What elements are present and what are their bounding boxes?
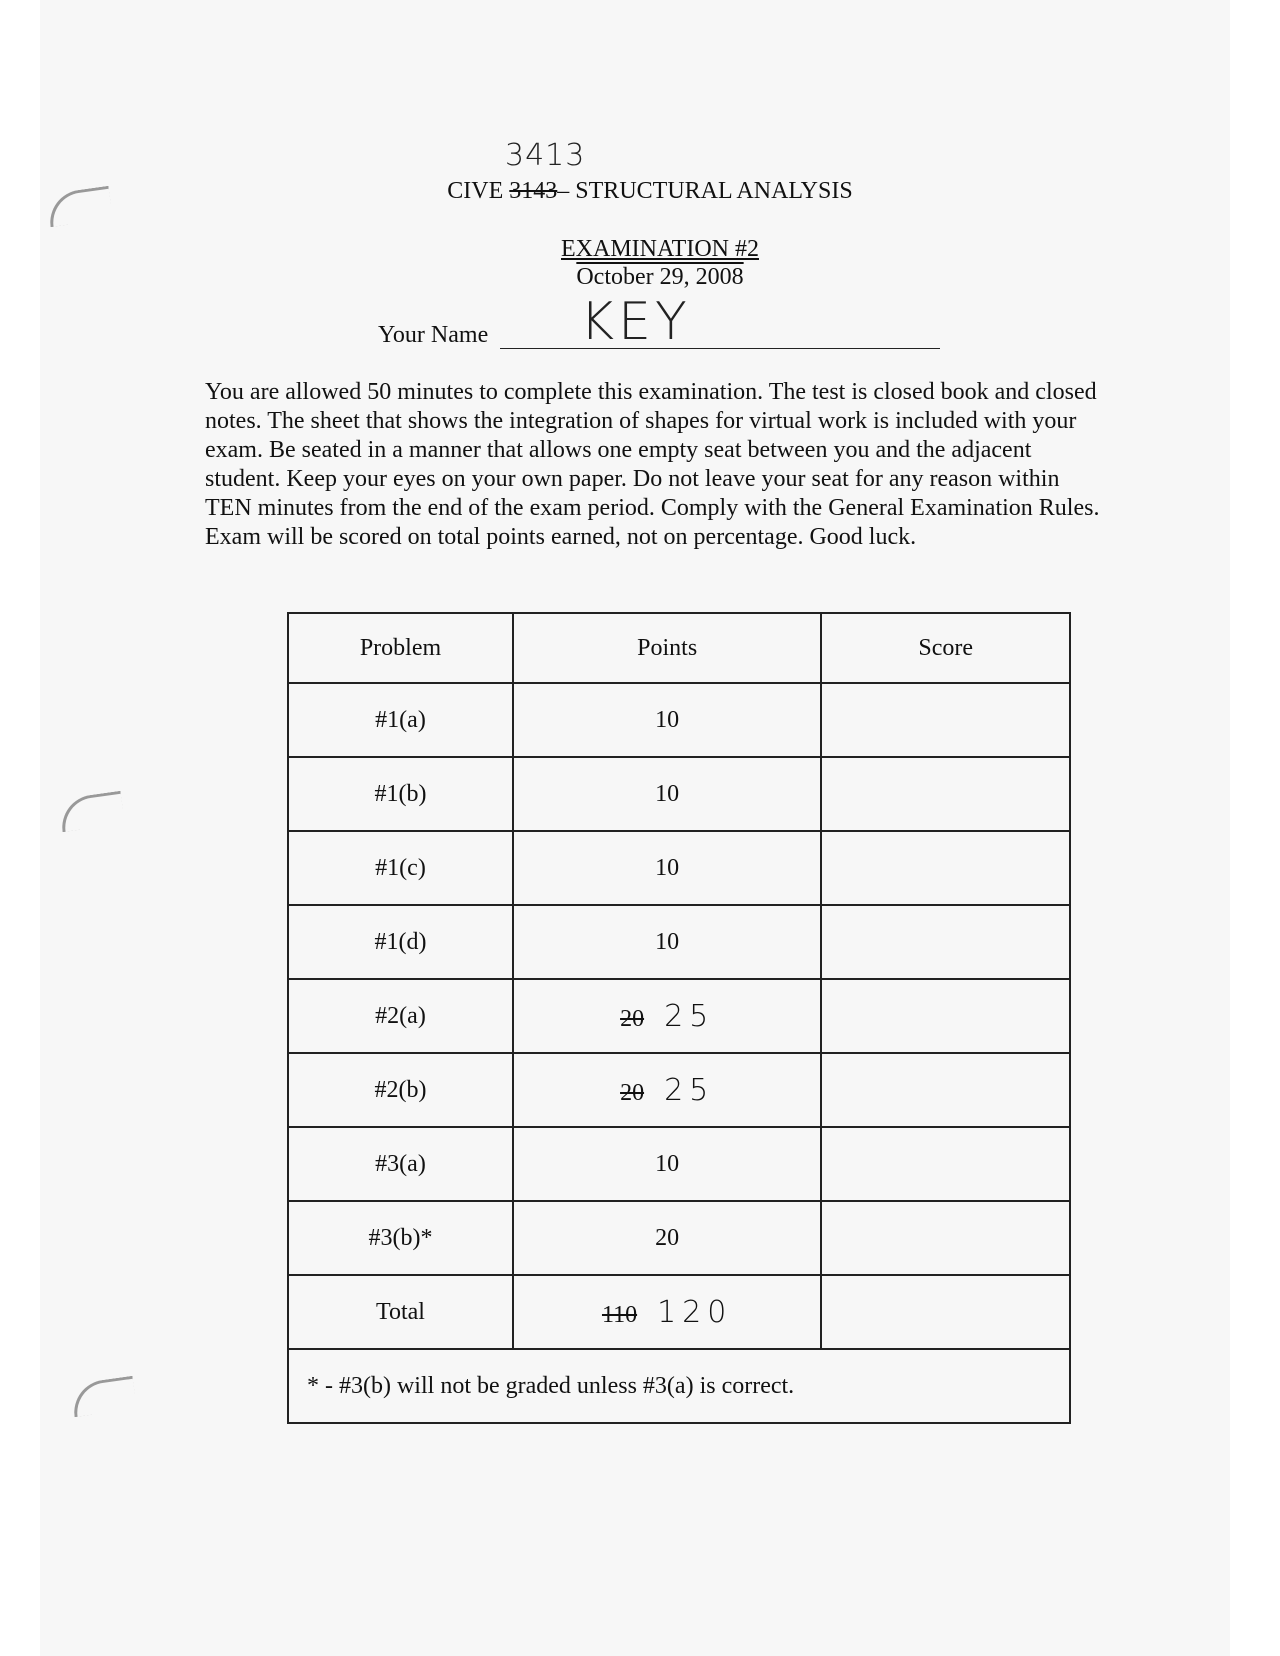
header-problem: Problem [288, 613, 513, 683]
problem-cell: #3(b)* [288, 1201, 513, 1275]
problem-cell: #1(c) [288, 831, 513, 905]
course-number-struck: 3143 [509, 178, 558, 204]
header-points: Points [513, 613, 821, 683]
score-cell [821, 1275, 1070, 1349]
points-old-struck: 110 [601, 1301, 638, 1328]
points-cell: 10 [513, 1127, 821, 1201]
exam-date: October 29, 2008 [576, 264, 744, 290]
table-row [288, 683, 1070, 757]
points-old-struck: 20 [620, 1005, 645, 1032]
problem-cell: #1(d) [288, 905, 513, 979]
points-handwritten: 25 [664, 1072, 715, 1108]
points-cell: 10 [513, 757, 821, 831]
problem-cell: #2(a) [288, 979, 513, 1053]
points-cell: 10 [513, 905, 821, 979]
score-cell [821, 1201, 1070, 1275]
score-cell [821, 1127, 1070, 1201]
name-field-line [500, 348, 940, 349]
table-row [288, 831, 1070, 905]
points-cell [513, 1275, 821, 1349]
points-cell: 20 [513, 1201, 821, 1275]
table-row [288, 979, 1070, 1053]
score-cell [821, 905, 1070, 979]
points-cell [513, 979, 821, 1053]
instructions-paragraph: You are allowed 50 minutes to complete this examination. The test is closed book and closed notes. The sheet that shows the integration of shapes for virtual work is included with your exam. Be seated in a manner that allows one empty seat between you and the adjacent student. Keep your eyes on your own paper. Do not leave your seat for any reason within TEN minutes from the end of the exam period. Comply with the General Examination Rules. Exam will be scored on total points earned, not on percentage. Good luck. [205, 379, 1100, 550]
table-footnote-row [288, 1349, 1070, 1423]
table-row [288, 1201, 1070, 1275]
exam-title: EXAMINATION #2 [561, 236, 759, 262]
course-title [10, 178, 1280, 205]
table-row [288, 757, 1070, 831]
points-handwritten: 120 [657, 1294, 733, 1330]
table-row [288, 1127, 1070, 1201]
course-name: – STRUCTURAL ANALYSIS [557, 178, 853, 204]
score-cell [821, 1053, 1070, 1127]
problem-cell: #2(b) [288, 1053, 513, 1127]
handwritten-name: KEY [580, 292, 691, 352]
header-score: Score [821, 613, 1070, 683]
problem-cell: #3(a) [288, 1127, 513, 1201]
score-cell [821, 757, 1070, 831]
course-prefix: CIVE [447, 178, 504, 204]
punch-hole-mark [70, 1376, 137, 1417]
footnote: * - #3(b) will not be graded unless #3(a) is correct. [288, 1349, 1070, 1423]
points-cell: 10 [513, 683, 821, 757]
problem-cell: #1(b) [288, 757, 513, 831]
problem-cell: Total [288, 1275, 513, 1349]
score-cell [821, 979, 1070, 1053]
score-table [287, 612, 1071, 1424]
problem-cell: #1(a) [288, 683, 513, 757]
points-handwritten: 25 [664, 998, 715, 1034]
handwritten-course-number: 3413 [505, 138, 586, 173]
table-row [288, 905, 1070, 979]
points-old-struck: 20 [620, 1079, 645, 1106]
punch-hole-mark [58, 791, 125, 832]
table-header-row [288, 613, 1070, 683]
points-cell: 10 [513, 831, 821, 905]
points-cell [513, 1053, 821, 1127]
table-row-total [288, 1275, 1070, 1349]
table-row [288, 1053, 1070, 1127]
name-label: Your Name [378, 322, 489, 348]
score-cell [821, 831, 1070, 905]
score-cell [821, 683, 1070, 757]
